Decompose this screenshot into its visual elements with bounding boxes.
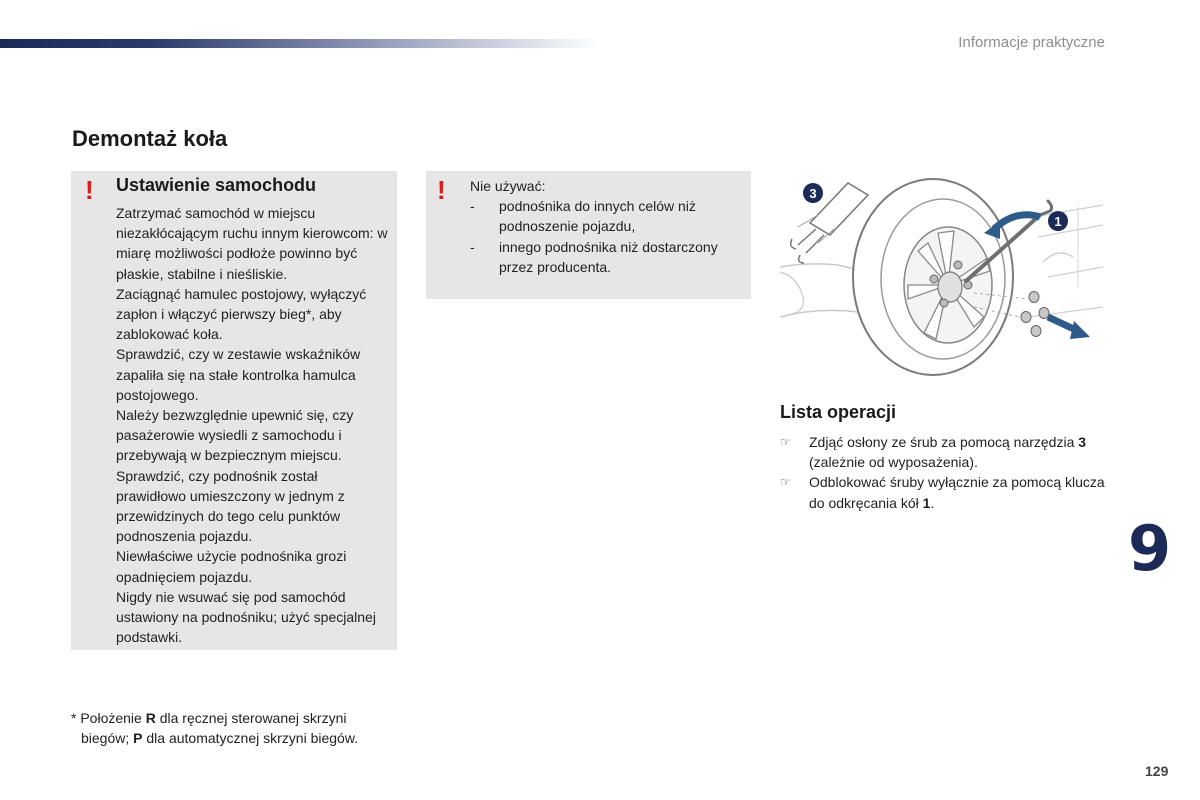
footnote-text: * Położenie bbox=[71, 710, 146, 726]
warning-body bbox=[116, 203, 391, 647]
step-text: . bbox=[930, 494, 935, 511]
warning-paragraph: Sprawdzić, czy w zestawie wskaźników zapaliła się na stałe kontrolka hamulca postojowego. bbox=[116, 346, 361, 403]
header-gradient-bar bbox=[0, 39, 600, 48]
operation-step bbox=[780, 432, 1110, 472]
list-item-text: podnośnika do innych celów niż podnoszenie pojazdu, bbox=[499, 198, 696, 235]
dash-list bbox=[470, 196, 750, 277]
wheel-removal-illustration bbox=[778, 167, 1108, 377]
operation-step bbox=[780, 472, 1110, 512]
dash-marker: - bbox=[470, 198, 475, 215]
warning-intro: Nie używać: bbox=[470, 178, 546, 194]
step-ref: 1 bbox=[922, 494, 931, 511]
step-text: Odblokować śruby wyłącznie za pomocą klucza do odkręcania kół bbox=[809, 474, 1105, 511]
footnote-line bbox=[71, 708, 411, 728]
step-text: (zależnie od wyposażenia). bbox=[809, 454, 978, 471]
operations-heading: Lista operacji bbox=[780, 402, 897, 422]
footnote-ref: P bbox=[133, 730, 143, 747]
footnote-text: dla ręcznej sterowanej skrzyni bbox=[155, 710, 347, 726]
footnote-ref: R bbox=[145, 710, 156, 726]
warning-box-positioning bbox=[71, 171, 397, 650]
section-label: Informacje praktyczne bbox=[958, 34, 1105, 51]
footnote-line bbox=[71, 728, 411, 748]
step-text: Zdjąć osłony ze śrub za pomocą narzędzia bbox=[809, 434, 1079, 450]
exclamation-icon: ! bbox=[85, 175, 94, 205]
warning-paragraph: Niewłaściwe użycie podnośnika grozi opadnięciem pojazdu. bbox=[116, 548, 347, 585]
pointing-hand-icon: ☞ bbox=[780, 435, 791, 449]
footnote bbox=[71, 708, 411, 748]
callout-label-1: 1 bbox=[1054, 214, 1062, 229]
warning-box-jack-usage bbox=[426, 171, 751, 299]
list-item bbox=[470, 196, 750, 236]
step-ref: 3 bbox=[1078, 434, 1087, 450]
page-title: Demontaż koła bbox=[72, 126, 228, 151]
warning-paragraph: Nigdy nie wsuwać się pod samochód ustawiony na podnośniku; użyć specjalnej podstawki. bbox=[116, 588, 376, 646]
dash-marker: - bbox=[470, 238, 475, 255]
list-item-text: innego podnośnika niż dostarczony przez producenta. bbox=[499, 238, 718, 275]
footnote-text: biegów; bbox=[81, 730, 134, 747]
page-number: 129 bbox=[1145, 763, 1169, 779]
operations-list bbox=[780, 432, 1110, 513]
footnote-text: dla automatycznej skrzyni biegów. bbox=[142, 730, 359, 747]
chapter-number: 9 bbox=[1128, 512, 1172, 585]
warning-body bbox=[470, 176, 750, 277]
warning-paragraph: Zaciągnąć hamulec postojowy, wyłączyć zapłon i włączyć pierwszy bieg*, aby zablokować koła. bbox=[116, 285, 367, 343]
warning-paragraph: Należy bezwzględnie upewnić się, czy pasażerowie wysiedli z samochodu i przebywają w bezpiecznym miejscu. bbox=[116, 407, 354, 464]
warning-heading: Ustawienie samochodu bbox=[116, 175, 317, 195]
warning-paragraph: Sprawdzić, czy podnośnik został prawidłowo umieszczony w jednym z przewidzinych do tego celu punktów podnoszenia pojazdu. bbox=[116, 467, 345, 545]
pointing-hand-icon: ☞ bbox=[780, 475, 791, 490]
callout-label-3: 3 bbox=[809, 186, 817, 201]
list-item bbox=[470, 237, 750, 277]
warning-paragraph: Zatrzymać samochód w miejscu niezakłócającym ruchu innym kierowcom: w miarę możliwości podłoże powinno być płaskie, stabilne i nieśliskie. bbox=[116, 205, 388, 282]
exclamation-icon: ! bbox=[437, 175, 446, 205]
